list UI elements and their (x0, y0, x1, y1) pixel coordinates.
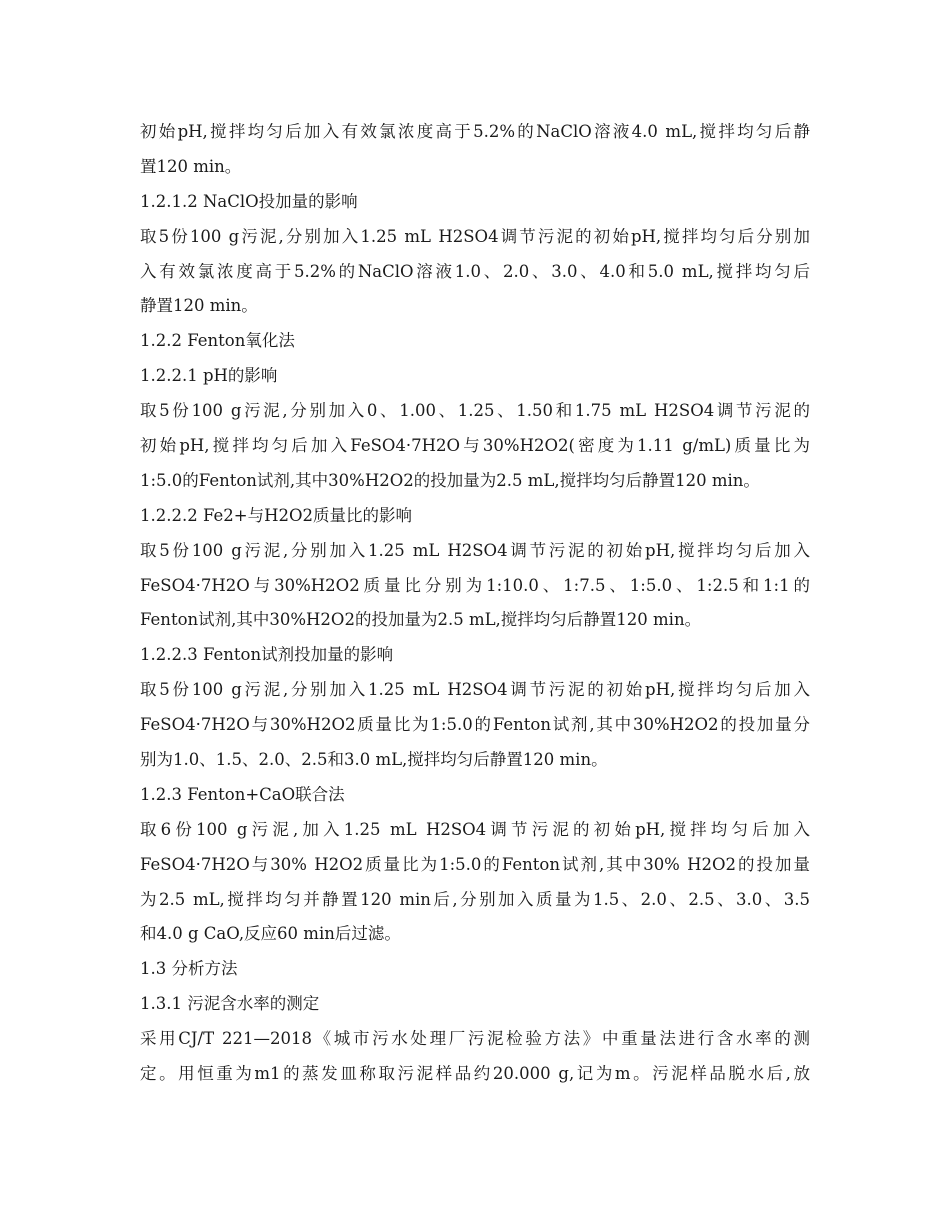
text-line: Fenton试剂,其中30%H2O2的投加量为2.5 mL,搅拌均匀后静置120 min。 (140, 610, 702, 630)
text-line: 为2.5 mL,搅拌均匀并静置120 min后,分别加入质量为1.5、2.0、2.5、3.0、3.5 (140, 889, 810, 909)
text-line: 采用CJ/T 221—2018《城市污水处理厂污泥检验方法》中重量法进行含水率的测 (140, 1029, 810, 1049)
text-line: 1.2.2.1 pH的影响 (140, 366, 278, 386)
text-line: 取6份100 g污泥,加入1.25 mL H2SO4调节污泥的初始pH,搅拌均匀后加入 (140, 819, 810, 839)
text-line: 入有效氯浓度高于5.2%的NaClO溶液1.0、2.0、3.0、4.0和5.0 mL,搅拌均匀后 (140, 261, 810, 281)
text-line: 别为1.0、1.5、2.0、2.5和3.0 mL,搅拌均匀后静置120 min。 (140, 750, 608, 770)
text-line: 取5份100 g污泥,分别加入1.25 mL H2SO4调节污泥的初始pH,搅拌均匀后分别加 (140, 226, 810, 246)
text-line: 初始pH,搅拌均匀后加入FeSO4·7H2O与30%H2O2(密度为1.11 g/mL)质量比为 (140, 436, 810, 456)
text-line: 1.3.1 污泥含水率的测定 (140, 994, 320, 1014)
text-line: 1.2.2 Fenton氧化法 (140, 331, 295, 351)
text-line: 定。用恒重为m1的蒸发皿称取污泥样品约20.000 g,记为m。污泥样品脱水后,放 (140, 1064, 810, 1084)
text-line: 取5份100 g污泥,分别加入0、1.00、1.25、1.50和1.75 mL H2SO4调节污泥的 (140, 401, 810, 421)
text-line: 1.2.2.3 Fenton试剂投加量的影响 (140, 645, 394, 665)
text-line: 1:5.0的Fenton试剂,其中30%H2O2的投加量为2.5 mL,搅拌均匀后静置120 min。 (140, 470, 760, 490)
text-line: 静置120 min。 (140, 296, 258, 316)
text-line: 置120 min。 (140, 156, 242, 176)
text-line: FeSO4·7H2O与30% H2O2质量比为1:5.0的Fenton试剂,其中30% H2O2的投加量 (140, 854, 810, 874)
text-line: 1.2.3 Fenton+CaO联合法 (140, 784, 345, 804)
text-line: 取5份100 g污泥,分别加入1.25 mL H2SO4调节污泥的初始pH,搅拌均匀后加入 (140, 540, 810, 560)
text-line: 1.2.1.2 NaClO投加量的影响 (140, 191, 358, 211)
document-body (140, 115, 810, 1092)
text-line: 取5份100 g污泥,分别加入1.25 mL H2SO4调节污泥的初始pH,搅拌均匀后加入 (140, 680, 810, 700)
text-line: 初始pH,搅拌均匀后加入有效氯浓度高于5.2%的NaClO溶液4.0 mL,搅拌均匀后静 (140, 122, 810, 141)
text-line: FeSO4·7H2O与30%H2O2质量比分别为1:10.0、1:7.5、1:5.0、1:2.5和1:1的 (140, 575, 810, 595)
text-line: 和4.0 g CaO,反应60 min后过滤。 (140, 924, 401, 944)
text-line: 1.2.2.2 Fe2+与H2O2质量比的影响 (140, 505, 413, 525)
text-line: 1.3 分析方法 (140, 959, 238, 979)
text-line: FeSO4·7H2O与30%H2O2质量比为1:5.0的Fenton试剂,其中30%H2O2的投加量分 (140, 715, 810, 735)
